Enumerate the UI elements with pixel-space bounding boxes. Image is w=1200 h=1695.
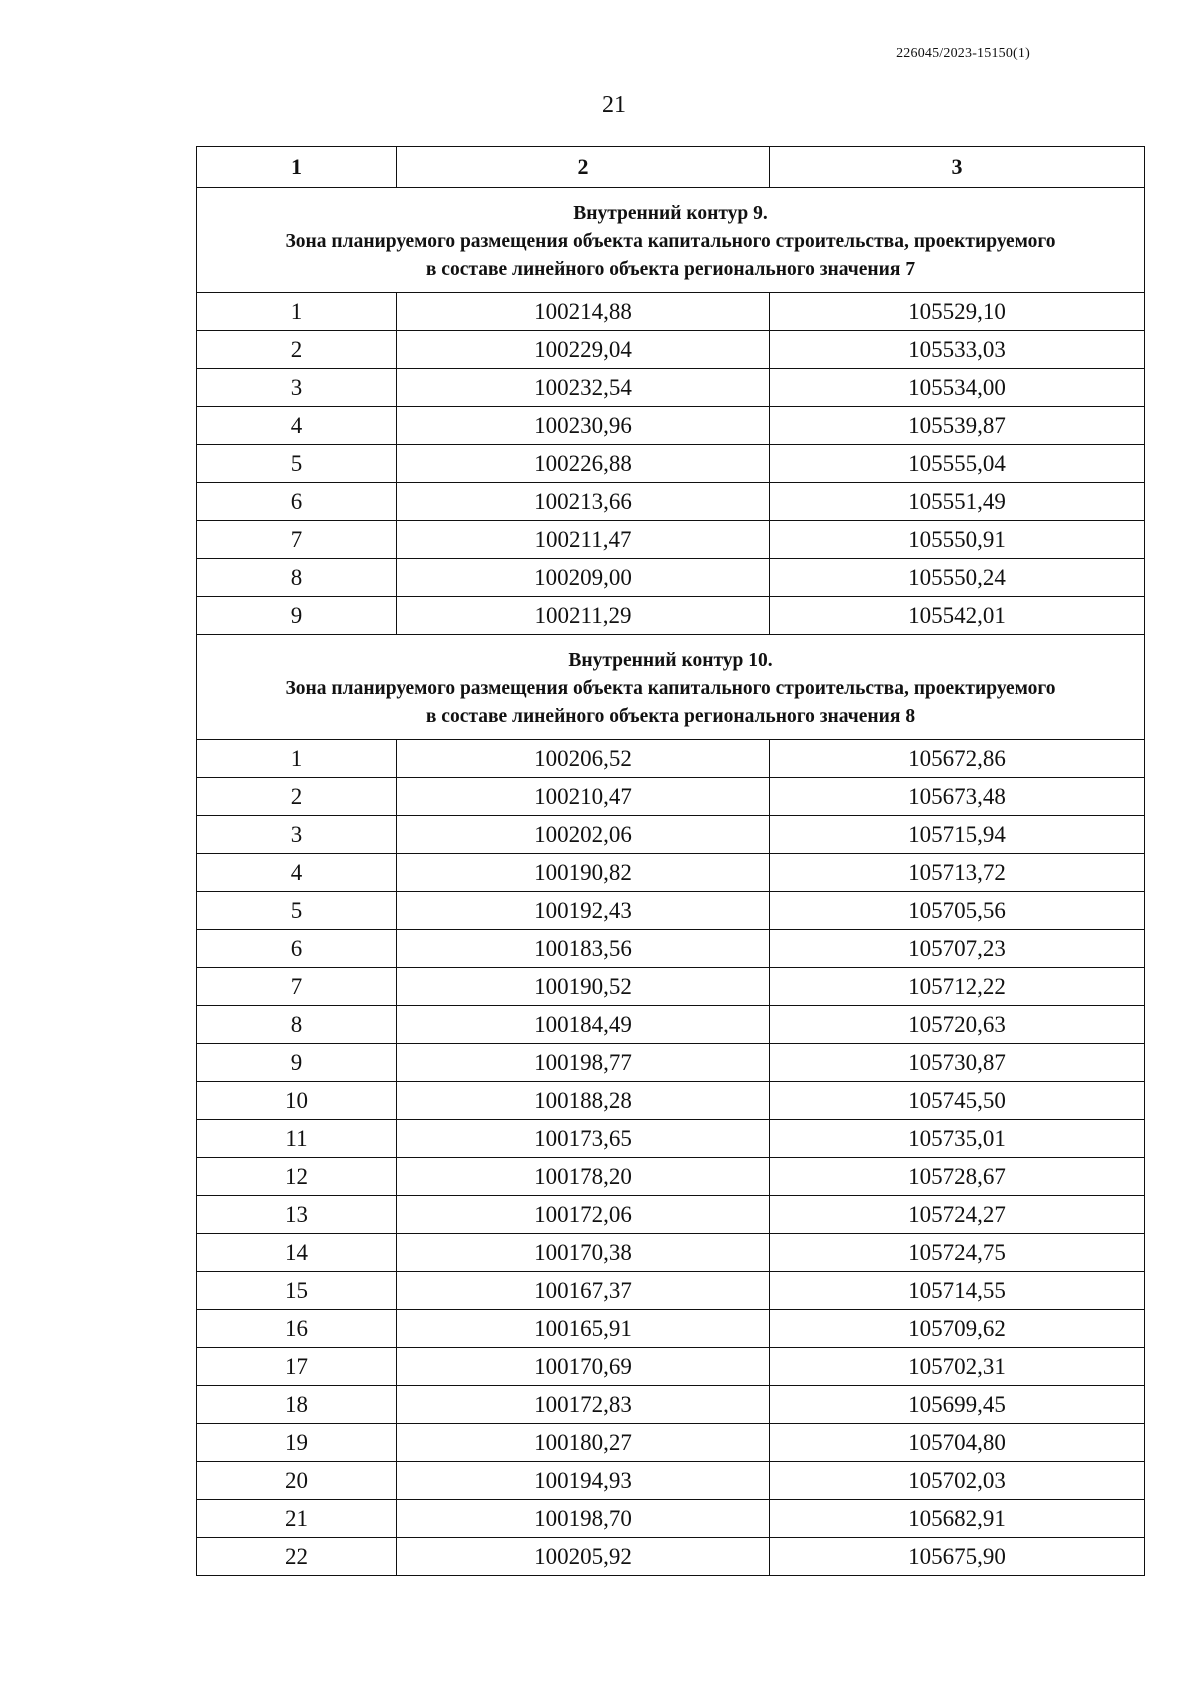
table-row	[197, 1044, 1145, 1082]
section-header	[197, 188, 1145, 293]
coordinate-y-cell: 105673,48	[770, 778, 1145, 816]
point-number-cell: 11	[197, 1120, 397, 1158]
coordinate-y-cell: 105533,03	[770, 331, 1145, 369]
coordinate-x-cell: 100184,49	[397, 1006, 770, 1044]
table-row	[197, 1500, 1145, 1538]
point-number-cell: 7	[197, 521, 397, 559]
point-number-cell: 20	[197, 1462, 397, 1500]
coordinate-x-cell: 100188,28	[397, 1082, 770, 1120]
coordinate-x-cell: 100211,47	[397, 521, 770, 559]
table-row	[197, 930, 1145, 968]
coordinate-x-cell: 100178,20	[397, 1158, 770, 1196]
point-number-cell: 13	[197, 1196, 397, 1234]
table-row	[197, 445, 1145, 483]
table-row	[197, 597, 1145, 635]
point-number-cell: 3	[197, 816, 397, 854]
coordinate-y-cell: 105712,22	[770, 968, 1145, 1006]
coordinate-y-cell: 105675,90	[770, 1538, 1145, 1576]
point-number-cell: 4	[197, 407, 397, 445]
coordinate-y-cell: 105724,75	[770, 1234, 1145, 1272]
point-number-cell: 7	[197, 968, 397, 1006]
table-row	[197, 407, 1145, 445]
point-number-cell: 8	[197, 1006, 397, 1044]
point-number-cell: 3	[197, 369, 397, 407]
point-number-cell: 1	[197, 293, 397, 331]
coordinate-x-cell: 100192,43	[397, 892, 770, 930]
coordinate-y-cell: 105709,62	[770, 1310, 1145, 1348]
table-row	[197, 1462, 1145, 1500]
point-number-cell: 2	[197, 331, 397, 369]
coordinate-y-cell: 105555,04	[770, 445, 1145, 483]
table-row	[197, 1348, 1145, 1386]
coordinate-x-cell: 100205,92	[397, 1538, 770, 1576]
coordinate-y-cell: 105713,72	[770, 854, 1145, 892]
coordinate-y-cell: 105672,86	[770, 740, 1145, 778]
table-row	[197, 740, 1145, 778]
table-row	[197, 1310, 1145, 1348]
coordinate-y-cell: 105529,10	[770, 293, 1145, 331]
coordinate-x-cell: 100167,37	[397, 1272, 770, 1310]
section-header-row	[197, 635, 1145, 740]
coordinate-x-cell: 100211,29	[397, 597, 770, 635]
coordinate-x-cell: 100170,69	[397, 1348, 770, 1386]
section-desc-2: в составе линейного объекта регионального значения 8	[425, 706, 916, 727]
point-number-cell: 22	[197, 1538, 397, 1576]
coordinate-y-cell: 105534,00	[770, 369, 1145, 407]
point-number-cell: 12	[197, 1158, 397, 1196]
table-row	[197, 968, 1145, 1006]
coordinate-y-cell: 105542,01	[770, 597, 1145, 635]
coordinate-x-cell: 100214,88	[397, 293, 770, 331]
point-number-cell: 9	[197, 1044, 397, 1082]
coordinate-x-cell: 100170,38	[397, 1234, 770, 1272]
column-header-3: 3	[770, 147, 1145, 188]
coordinate-y-cell: 105745,50	[770, 1082, 1145, 1120]
table-row	[197, 1234, 1145, 1272]
point-number-cell: 16	[197, 1310, 397, 1348]
table-row	[197, 1538, 1145, 1576]
coordinate-y-cell: 105682,91	[770, 1500, 1145, 1538]
coordinate-x-cell: 100198,77	[397, 1044, 770, 1082]
coordinate-y-cell: 105714,55	[770, 1272, 1145, 1310]
coordinate-x-cell: 100180,27	[397, 1424, 770, 1462]
coordinate-y-cell: 105551,49	[770, 483, 1145, 521]
coordinate-x-cell: 100209,00	[397, 559, 770, 597]
table-row	[197, 1006, 1145, 1044]
point-number-cell: 1	[197, 740, 397, 778]
coordinates-table	[196, 146, 1145, 1576]
table-row	[197, 1158, 1145, 1196]
coordinate-y-cell: 105702,31	[770, 1348, 1145, 1386]
coordinate-x-cell: 100172,83	[397, 1386, 770, 1424]
coordinate-x-cell: 100202,06	[397, 816, 770, 854]
coordinate-y-cell: 105550,24	[770, 559, 1145, 597]
point-number-cell: 21	[197, 1500, 397, 1538]
page-number: 21	[602, 92, 626, 118]
table-row	[197, 1272, 1145, 1310]
coordinate-x-cell: 100165,91	[397, 1310, 770, 1348]
section-title: Внутренний контур 10.	[568, 650, 773, 671]
coordinate-x-cell: 100229,04	[397, 331, 770, 369]
section-header-row	[197, 188, 1145, 293]
table-row	[197, 854, 1145, 892]
coordinate-y-cell: 105724,27	[770, 1196, 1145, 1234]
section-title: Внутренний контур 9.	[573, 203, 768, 224]
column-header-1: 1	[197, 147, 397, 188]
coordinate-y-cell: 105730,87	[770, 1044, 1145, 1082]
coordinate-y-cell: 105550,91	[770, 521, 1145, 559]
coordinate-y-cell: 105539,87	[770, 407, 1145, 445]
coordinate-x-cell: 100206,52	[397, 740, 770, 778]
table-row	[197, 483, 1145, 521]
section-desc-1: Зона планируемого размещения объекта капитального строительства, проектируемого	[285, 231, 1056, 252]
table-row	[197, 559, 1145, 597]
coordinates-table-body	[197, 147, 1145, 1576]
point-number-cell: 4	[197, 854, 397, 892]
coordinate-y-cell: 105735,01	[770, 1120, 1145, 1158]
point-number-cell: 8	[197, 559, 397, 597]
table-row	[197, 1082, 1145, 1120]
coordinate-y-cell: 105715,94	[770, 816, 1145, 854]
document-id: 226045/2023-15150(1)	[896, 46, 1030, 61]
table-row	[197, 1424, 1145, 1462]
coordinate-x-cell: 100213,66	[397, 483, 770, 521]
section-desc-1: Зона планируемого размещения объекта капитального строительства, проектируемого	[285, 678, 1056, 699]
table-row	[197, 892, 1145, 930]
point-number-cell: 5	[197, 445, 397, 483]
point-number-cell: 17	[197, 1348, 397, 1386]
coordinate-x-cell: 100210,47	[397, 778, 770, 816]
coordinate-y-cell: 105699,45	[770, 1386, 1145, 1424]
table-row	[197, 1120, 1145, 1158]
coordinate-y-cell: 105707,23	[770, 930, 1145, 968]
point-number-cell: 6	[197, 930, 397, 968]
point-number-cell: 14	[197, 1234, 397, 1272]
table-row	[197, 816, 1145, 854]
coordinate-x-cell: 100198,70	[397, 1500, 770, 1538]
coordinate-x-cell: 100226,88	[397, 445, 770, 483]
coordinate-x-cell: 100183,56	[397, 930, 770, 968]
coordinate-x-cell: 100190,82	[397, 854, 770, 892]
coordinate-x-cell: 100232,54	[397, 369, 770, 407]
table-row	[197, 293, 1145, 331]
coordinate-y-cell: 105702,03	[770, 1462, 1145, 1500]
point-number-cell: 6	[197, 483, 397, 521]
table-row	[197, 778, 1145, 816]
coordinate-y-cell: 105704,80	[770, 1424, 1145, 1462]
coordinate-x-cell: 100190,52	[397, 968, 770, 1006]
point-number-cell: 9	[197, 597, 397, 635]
coordinate-x-cell: 100172,06	[397, 1196, 770, 1234]
point-number-cell: 19	[197, 1424, 397, 1462]
table-row	[197, 521, 1145, 559]
point-number-cell: 5	[197, 892, 397, 930]
coordinate-y-cell: 105720,63	[770, 1006, 1145, 1044]
coordinate-x-cell: 100173,65	[397, 1120, 770, 1158]
table-row	[197, 1196, 1145, 1234]
column-header-2: 2	[397, 147, 770, 188]
table-row	[197, 1386, 1145, 1424]
coordinate-x-cell: 100230,96	[397, 407, 770, 445]
table-header-row	[197, 147, 1145, 188]
coordinate-y-cell: 105705,56	[770, 892, 1145, 930]
point-number-cell: 15	[197, 1272, 397, 1310]
section-desc-2: в составе линейного объекта регионального значения 7	[425, 259, 916, 280]
coordinate-x-cell: 100194,93	[397, 1462, 770, 1500]
point-number-cell: 10	[197, 1082, 397, 1120]
table-row	[197, 369, 1145, 407]
table-row	[197, 331, 1145, 369]
point-number-cell: 2	[197, 778, 397, 816]
section-header	[197, 635, 1145, 740]
coordinate-y-cell: 105728,67	[770, 1158, 1145, 1196]
point-number-cell: 18	[197, 1386, 397, 1424]
